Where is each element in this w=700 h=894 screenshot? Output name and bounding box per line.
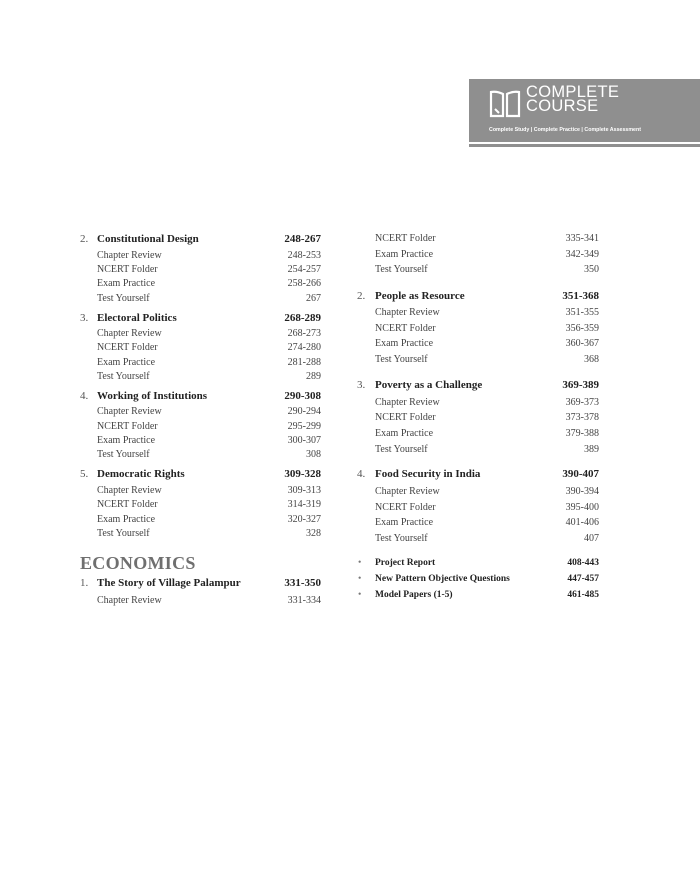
chapter-range: 369-389 — [562, 379, 599, 391]
chapter-title: Democratic Rights — [97, 468, 185, 480]
chapter-title: People as Resource — [375, 290, 465, 302]
chapter-range: 331-350 — [284, 577, 321, 589]
chapter-range: 290-308 — [284, 390, 321, 402]
chapter-range: 268-289 — [284, 312, 321, 324]
item-label: Test Yourself — [97, 293, 150, 304]
item-range: 258-266 — [287, 278, 321, 289]
chapter-range: 248-267 — [284, 233, 321, 245]
item-range: 290-294 — [287, 406, 321, 417]
item-range: 390-394 — [565, 486, 599, 497]
logo-tagline: Complete Study | Complete Practice | Complete Assessment — [489, 127, 642, 133]
item-range: 379-388 — [565, 428, 599, 439]
item-label: Test Yourself — [375, 264, 428, 275]
chapter-range: 309-328 — [284, 468, 321, 480]
chapter-title: Working of Institutions — [97, 390, 208, 402]
extra-title: Model Papers (1-5) — [375, 590, 453, 600]
extra-title: New Pattern Objective Questions — [375, 574, 510, 584]
item-label: Exam Practice — [375, 249, 434, 260]
item-label: NCERT Folder — [97, 421, 158, 432]
chapter-number: 4. — [80, 390, 89, 402]
item-range: 281-288 — [287, 357, 321, 368]
item-label: Test Yourself — [375, 354, 428, 365]
item-range: 274-280 — [287, 342, 321, 353]
item-range: 289 — [306, 371, 321, 382]
item-range: 351-355 — [565, 307, 599, 318]
item-label: NCERT Folder — [375, 233, 436, 244]
item-label: Chapter Review — [97, 406, 162, 417]
item-label: Exam Practice — [375, 428, 434, 439]
open-book-icon — [488, 89, 522, 119]
item-label: NCERT Folder — [97, 499, 158, 510]
item-label: NCERT Folder — [375, 412, 436, 423]
item-label: NCERT Folder — [375, 502, 436, 513]
chapter-title: Poverty as a Challenge — [375, 379, 483, 391]
section-heading-economics: ECONOMICS — [80, 553, 196, 573]
item-range: 254-257 — [287, 264, 321, 275]
item-label: Test Yourself — [375, 533, 428, 544]
item-label: Exam Practice — [97, 357, 156, 368]
item-range: 268-273 — [287, 328, 321, 339]
logo-title — [526, 85, 619, 113]
item-label: Chapter Review — [97, 250, 162, 261]
item-label: Exam Practice — [375, 517, 434, 528]
chapter-number: 1. — [80, 577, 89, 589]
item-label: Exam Practice — [375, 338, 434, 349]
item-range: 350 — [584, 264, 599, 275]
item-range: 401-406 — [565, 517, 599, 528]
item-label: Exam Practice — [97, 514, 156, 525]
item-range: 248-253 — [287, 250, 321, 261]
item-range: 389 — [584, 444, 599, 455]
item-range: 373-378 — [565, 412, 599, 423]
complete-course-logo — [469, 79, 700, 142]
chapter-number: 4. — [357, 468, 366, 480]
item-range: 342-349 — [565, 249, 599, 260]
item-label: Exam Practice — [97, 435, 156, 446]
logo-underline — [469, 144, 700, 147]
item-range: 407 — [584, 533, 599, 544]
item-range: 368 — [584, 354, 599, 365]
item-range: 300-307 — [287, 435, 321, 446]
item-label: Chapter Review — [375, 397, 440, 408]
item-range: 360-367 — [565, 338, 599, 349]
item-range: 395-400 — [565, 502, 599, 513]
item-label: Exam Practice — [97, 278, 156, 289]
logo-title-line2: COURSE — [526, 97, 599, 115]
item-range: 335-341 — [565, 233, 599, 244]
item-label: Test Yourself — [97, 371, 150, 382]
item-label: NCERT Folder — [375, 323, 436, 334]
extra-range: 447-457 — [567, 574, 599, 584]
item-range: 295-299 — [287, 421, 321, 432]
chapter-number: 3. — [80, 312, 89, 324]
chapter-range: 351-368 — [562, 290, 599, 302]
chapter-title: Electoral Politics — [97, 312, 177, 324]
item-label: Chapter Review — [97, 485, 162, 496]
item-label: Test Yourself — [97, 528, 150, 539]
extra-title: Project Report — [375, 558, 436, 568]
item-range: 308 — [306, 449, 321, 460]
item-label: Test Yourself — [375, 444, 428, 455]
item-label: Test Yourself — [97, 449, 150, 460]
item-range: 331-334 — [287, 595, 321, 606]
item-label: Chapter Review — [97, 328, 162, 339]
chapter-title: Food Security in India — [375, 468, 481, 480]
chapter-number: 5. — [80, 468, 89, 480]
item-label: Chapter Review — [375, 307, 440, 318]
item-range: 328 — [306, 528, 321, 539]
chapter-range: 390-407 — [562, 468, 599, 480]
item-range: 320-327 — [287, 514, 321, 525]
item-range: 356-359 — [565, 323, 599, 334]
item-range: 309-313 — [287, 485, 321, 496]
chapter-title: Constitutional Design — [97, 233, 199, 245]
extra-range: 461-485 — [567, 590, 599, 600]
extra-range: 408-443 — [567, 558, 599, 568]
item-range: 369-373 — [565, 397, 599, 408]
bullet: • — [358, 574, 362, 584]
item-label: Chapter Review — [97, 595, 162, 606]
bullet: • — [358, 590, 362, 600]
item-range: 314-319 — [287, 499, 321, 510]
chapter-number: 2. — [80, 233, 89, 245]
item-label: Chapter Review — [375, 486, 440, 497]
item-label: NCERT Folder — [97, 264, 158, 275]
logo-title-line1: COMPLETE — [526, 83, 620, 101]
bullet: • — [358, 558, 362, 568]
item-range: 267 — [306, 293, 321, 304]
chapter-number: 2. — [357, 290, 366, 302]
chapter-title: The Story of Village Palampur — [97, 577, 241, 589]
chapter-number: 3. — [357, 379, 366, 391]
item-label: NCERT Folder — [97, 342, 158, 353]
